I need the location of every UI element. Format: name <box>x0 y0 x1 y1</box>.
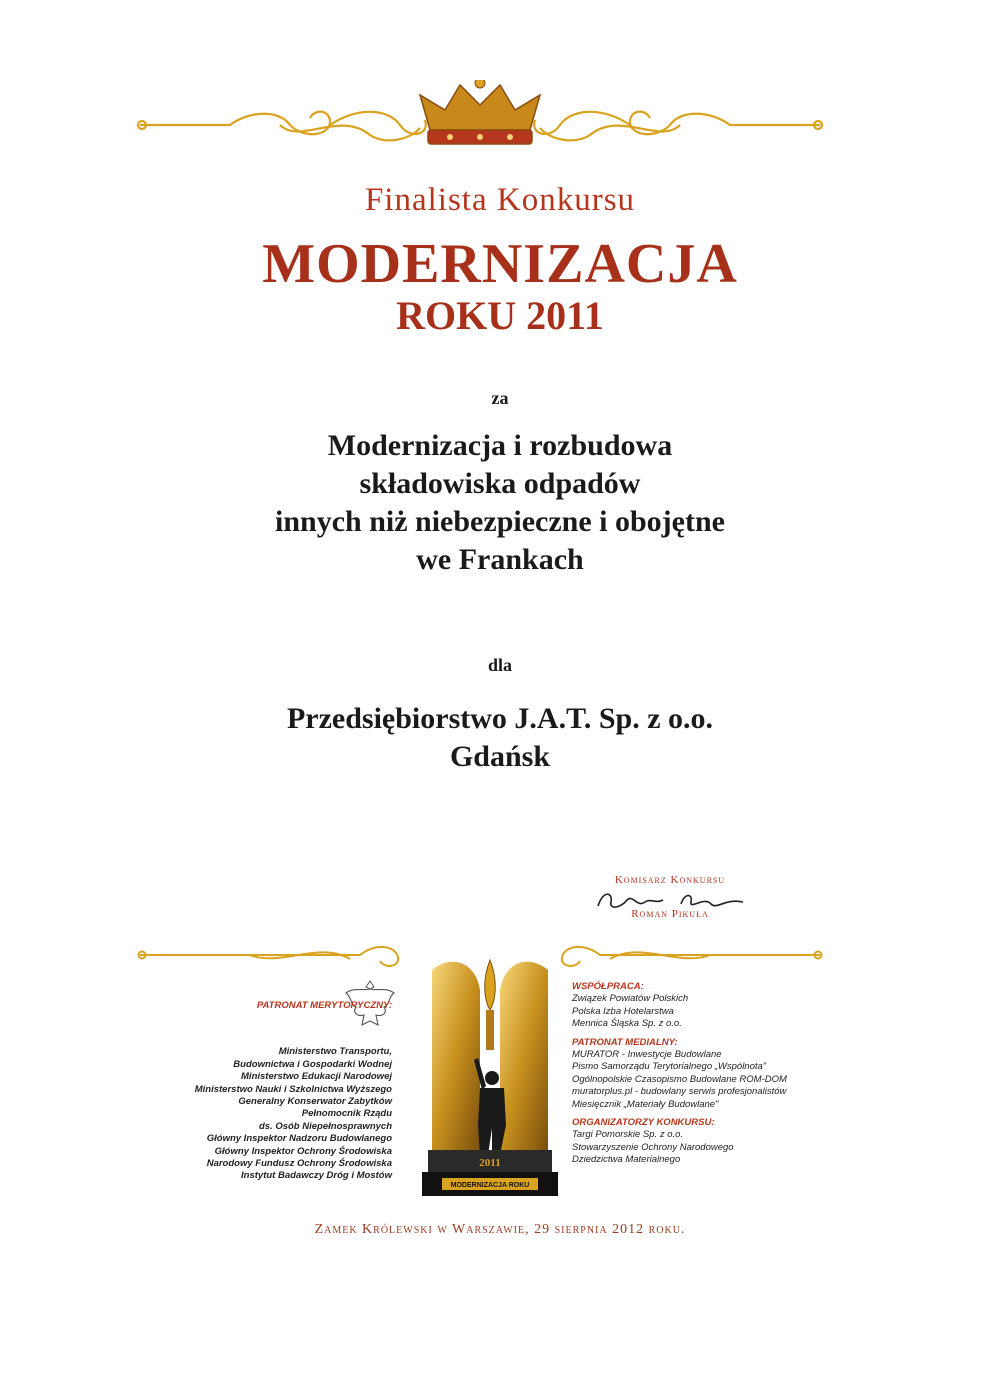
media-item: Pismo Samorządu Terytorialnego „Wspólnota” <box>572 1061 766 1073</box>
patronage-item: ds. Osób Niepełnosprawnych <box>258 1120 392 1132</box>
patronage-item: Narodowy Fundusz Ochrony Środowiska <box>206 1158 392 1170</box>
patronage-item: Ministerstwo Transportu, <box>278 1046 392 1058</box>
project-title <box>0 427 1000 579</box>
cooperation-item: Mennica Śląska Sp. z o.o. <box>572 1018 682 1030</box>
top-ornament <box>130 80 830 160</box>
project-line: składowiska odpadów <box>359 467 641 500</box>
organizers-item: Stowarzyszenie Ochrony Narodowego <box>572 1141 734 1153</box>
signature-name: Roman Pikuła <box>631 908 709 920</box>
patronage-item: Główny Inspektor Nadzoru Budowlanego <box>206 1133 392 1145</box>
patronage-item: Generalny Konserwator Zabytków <box>238 1096 392 1108</box>
media-title: PATRONAT MEDIALNY: <box>572 1036 678 1048</box>
title-finalist <box>0 182 1000 219</box>
patronage-item: Główny Inspektor Ochrony Środowiska <box>214 1145 392 1157</box>
title-contest-word: Konkursu <box>496 182 636 218</box>
title-modernization: MODERNIZACJA <box>262 233 738 295</box>
trophy-plate: MODERNIZACJA ROKU <box>450 1182 530 1189</box>
footer-place-date: Zamek Królewski w Warszawie, 29 sierpnia 2012 roku. <box>314 1222 686 1237</box>
patronage-title: PATRONAT MERYTORYCZNY: <box>256 1000 392 1011</box>
company-line: Przedsiębiorstwo J.A.T. Sp. z o.o. <box>286 702 714 735</box>
patronage-item: Instytut Badawczy Dróg i Mostów <box>241 1170 392 1182</box>
cooperation-item: Związek Powiatów Polskich <box>572 993 689 1005</box>
project-line: we Frankach <box>416 543 584 576</box>
media-item: Ogólnopolskie Czasopismo Budowlane ROM-DOM <box>572 1073 787 1085</box>
organizers-item: Targi Pomorskie Sp. z o.o. <box>572 1129 684 1141</box>
patronage-item: Ministerstwo Nauki i Szkolnictwa Wyższego <box>194 1083 392 1095</box>
title-year: ROKU 2011 <box>396 293 604 338</box>
patronage-item: Pełnomocnik Rządu <box>301 1108 392 1120</box>
patronage-column <box>150 1000 392 1183</box>
cooperation-title: WSPÓŁPRACA: <box>572 981 644 992</box>
left-scroll-ornament <box>138 112 426 141</box>
company-line: Gdańsk <box>449 740 551 773</box>
media-item: muratorplus.pl - budowlany serwis profesjonalistów <box>572 1086 787 1098</box>
signature-block <box>575 874 765 920</box>
project-line: Modernizacja i rozbudowa <box>327 429 673 462</box>
recipient-label: dla <box>487 655 512 675</box>
crown-icon <box>420 80 540 144</box>
media-item: MURATOR - Inwestycje Budowlane <box>572 1049 722 1061</box>
handwritten-signature <box>593 888 753 914</box>
for-label: za <box>491 388 509 408</box>
trophy-statue <box>420 950 560 1205</box>
cooperation-item: Polska Izba Hotelarstwa <box>572 1005 674 1017</box>
right-scroll-ornament <box>534 112 822 141</box>
company-name <box>0 700 1000 776</box>
project-line: innych niż niebezpieczne i obojętne <box>275 505 725 538</box>
patronage-item: Budownictwa i Gospodarki Wodnej <box>233 1058 392 1070</box>
title-finalist-word: Finalista <box>364 182 488 218</box>
signature-role: Komisarz Konkursu <box>614 874 726 886</box>
trophy-year: 2011 <box>479 1157 501 1169</box>
partners-column <box>572 981 832 1167</box>
organizers-title: ORGANIZATORZY KONKURSU: <box>572 1117 715 1129</box>
patronage-item: Ministerstwo Edukacji Narodowej <box>241 1071 392 1083</box>
media-item: Miesięcznik „Materiały Budowlane” <box>572 1098 719 1110</box>
organizers-item: Dziedzictwa Materialnego <box>572 1154 681 1166</box>
